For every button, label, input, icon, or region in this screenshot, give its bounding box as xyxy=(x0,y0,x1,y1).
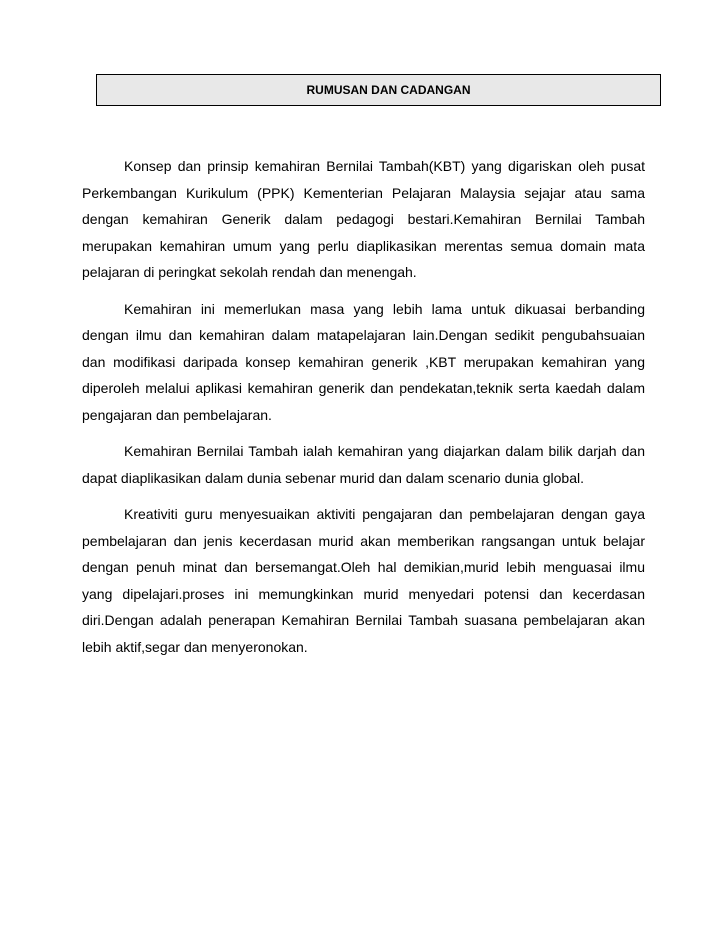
paragraph-3: Kemahiran Bernilai Tambah ialah kemahiran yang diajarkan dalam bilik darjah dan dapat diaplikasikan dalam dunia sebenar murid dan dalam scenario dunia global. xyxy=(82,443,645,486)
paragraph-1: Konsep dan prinsip kemahiran Bernilai Tambah(KBT) yang digariskan oleh pusat Perkembangan Kurikulum (PPK) Kementerian Pelajaran Malaysia sejajar atau sama dengan kemahiran Generik dalam pedagogi bestari.Kemahiran Bernilai Tambah merupakan kemahiran umum yang perlu diaplikasikan merentas semua domain mata pelajaran di peringkat sekolah rendah dan menengah. xyxy=(82,158,645,280)
section-heading-text: RUMUSAN DAN CADANGAN xyxy=(306,83,471,97)
paragraph-2: Kemahiran ini memerlukan masa yang lebih lama untuk dikuasai berbanding dengan ilmu dan kemahiran dalam matapelajaran lain.Dengan sedikit pengubahsuaian dan modifikasi daripada konsep kemahiran generik ,KBT merupakan kemahiran yang diperoleh melalui aplikasi kemahiran generik dan pendekatan,teknik serta kaedah dalam pengajaran dan pembelajaran. xyxy=(82,300,645,423)
section-heading xyxy=(96,74,661,106)
document-body xyxy=(82,153,645,670)
paragraph-4: Kreativiti guru menyesuaikan aktiviti pengajaran dan pembelajaran dengan gaya pembelajaran dan jenis kecerdasan murid akan memberikan rangsangan untuk belajar dengan penuh minat dan bersemangat.Oleh hal demikian,murid lebih menguasai ilmu yang dipelajari.proses ini memungkinkan murid menyedari potensi dan kecerdasan diri.Dengan adalah penerapan Kemahiran Bernilai Tambah suasana pembelajaran akan lebih aktif,segar dan menyeronokan. xyxy=(82,506,645,655)
